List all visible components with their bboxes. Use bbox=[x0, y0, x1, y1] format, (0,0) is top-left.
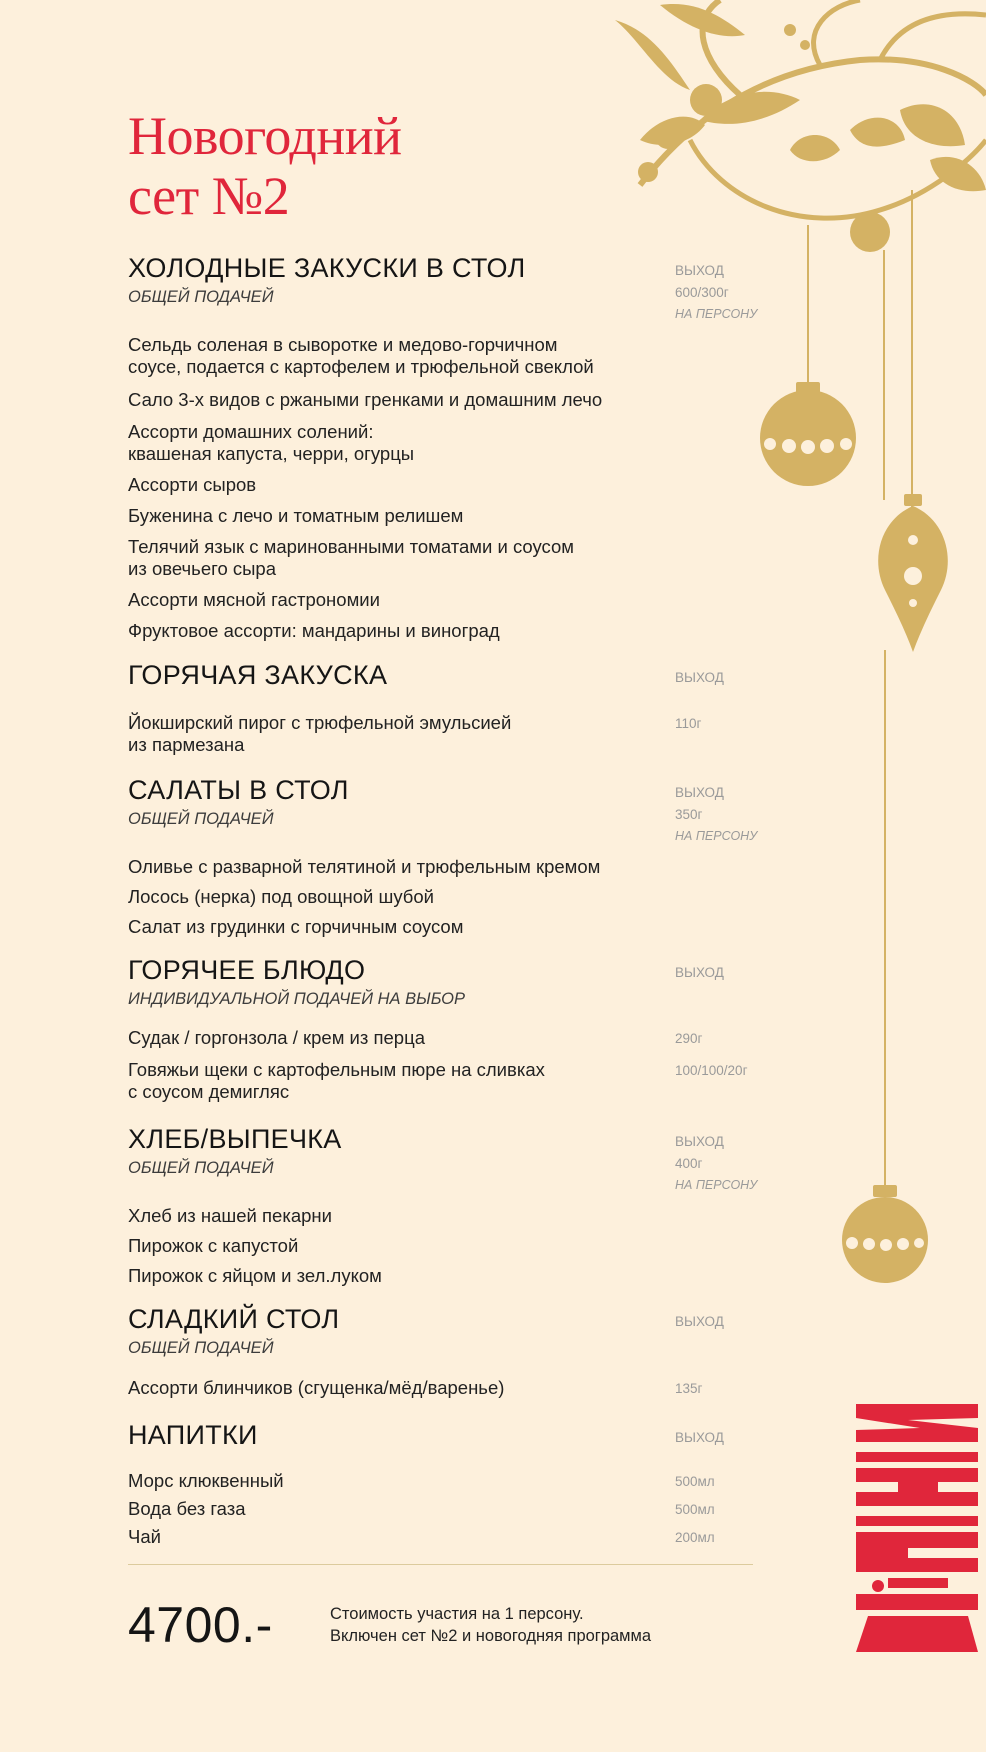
section-title: ГОРЯЧЕЕ БЛЮДО bbox=[128, 955, 366, 985]
menu-item-text: Вода без газа bbox=[128, 1498, 246, 1519]
menu-item-weight: 135г bbox=[675, 1381, 703, 1396]
page-title-line: Новогодний bbox=[128, 106, 402, 166]
section-yield-label: ВЫХОД bbox=[675, 263, 724, 278]
menu-item-weight: 110г bbox=[675, 716, 702, 731]
menu-item-text: Телячий язык с маринованными томатами и соусом bbox=[128, 536, 575, 557]
menu-item-text: Ассорти сыров bbox=[128, 474, 257, 495]
menu-item-text: с соусом демигляс bbox=[128, 1081, 290, 1102]
menu-item-text: Буженина с лечо и томатным релишем bbox=[128, 505, 464, 526]
menu-item-text: Лосось (нерка) под овощной шубой bbox=[128, 886, 434, 907]
menu-item-text: Пирожок с капустой bbox=[128, 1235, 299, 1256]
section-yield-label: 400г bbox=[675, 1156, 703, 1171]
menu-item-text: Говяжьи щеки с картофельным пюре на сливках bbox=[128, 1059, 545, 1080]
menu-item-text: Морс клюквенный bbox=[128, 1470, 284, 1491]
section-subtitle: ОБЩЕЙ ПОДАЧЕЙ bbox=[128, 1339, 274, 1357]
section-yield-label: ВЫХОД bbox=[675, 670, 724, 685]
price: 4700.- bbox=[128, 1597, 273, 1653]
menu-item-weight: 500мл bbox=[675, 1502, 715, 1517]
menu-item-text: Сало 3-х видов с ржаными гренками и домашним лечо bbox=[128, 389, 603, 410]
price-note-line: Стоимость участия на 1 персону. bbox=[330, 1605, 584, 1623]
menu-item-text: из пармезана bbox=[128, 734, 245, 755]
section-yield-label: ВЫХОД bbox=[675, 965, 724, 980]
section-title: ХОЛОДНЫЕ ЗАКУСКИ В СТОЛ bbox=[128, 253, 526, 283]
price-note-line: Включен сет №2 и новогодняя программа bbox=[330, 1627, 652, 1645]
section-yield-label: ВЫХОД bbox=[675, 1314, 724, 1329]
menu-item-weight: 500мл bbox=[675, 1474, 715, 1489]
page-title bbox=[128, 106, 402, 226]
section-yield-label: 600/300г bbox=[675, 285, 729, 300]
menu-item-text: Фруктовое ассорти: мандарины и виноград bbox=[128, 620, 500, 641]
menu-item-text: Хлеб из нашей пекарни bbox=[128, 1205, 332, 1226]
section-yield-label: ВЫХОД bbox=[675, 785, 724, 800]
menu-item-text: Салат из грудинки с горчичным соусом bbox=[128, 916, 464, 937]
menu-item-text: Оливье с разварной телятиной и трюфельным кремом bbox=[128, 856, 601, 877]
footer-divider bbox=[128, 1564, 753, 1565]
menu-item-weight: 100/100/20г bbox=[675, 1063, 748, 1078]
page-title-line: сет №2 bbox=[128, 166, 290, 226]
section-title: НАПИТКИ bbox=[128, 1420, 258, 1450]
menu-item-text: Ассорти домашних солений: bbox=[128, 421, 374, 442]
menu-item-text: Ассорти мясной гастрономии bbox=[128, 589, 380, 610]
section-yield-label: НА ПЕРСОНУ bbox=[675, 829, 758, 843]
section-yield-label: ВЫХОД bbox=[675, 1134, 724, 1149]
menu-item-weight: 290г bbox=[675, 1031, 703, 1046]
section-subtitle: ОБЩЕЙ ПОДАЧЕЙ bbox=[128, 288, 274, 306]
menu-item-text: из овечьего сыра bbox=[128, 558, 276, 579]
brand-logo bbox=[848, 1398, 986, 1658]
menu-item-text: квашеная капуста, черри, огурцы bbox=[128, 443, 415, 464]
menu-item-text: соусе, подается с картофелем и трюфельной свеклой bbox=[128, 356, 594, 377]
menu-item-text: Чай bbox=[128, 1526, 161, 1547]
menu-item-text: Ассорти блинчиков (сгущенка/мёд/варенье) bbox=[128, 1377, 505, 1398]
section-yield-label: НА ПЕРСОНУ bbox=[675, 1178, 758, 1192]
section-subtitle: ИНДИВИДУАЛЬНОЙ ПОДАЧЕЙ НА ВЫБОР bbox=[128, 990, 465, 1008]
menu-item-text: Пирожок с яйцом и зел.луком bbox=[128, 1265, 382, 1286]
section-yield-label: ВЫХОД bbox=[675, 1430, 724, 1445]
menu-item-weight: 200мл bbox=[675, 1530, 715, 1545]
section-subtitle: ОБЩЕЙ ПОДАЧЕЙ bbox=[128, 810, 274, 828]
section-title: ГОРЯЧАЯ ЗАКУСКА bbox=[128, 660, 388, 690]
section-yield-label: НА ПЕРСОНУ bbox=[675, 307, 758, 321]
menu-item-text: Судак / горгонзола / крем из перца bbox=[128, 1027, 425, 1048]
section-subtitle: ОБЩЕЙ ПОДАЧЕЙ bbox=[128, 1159, 274, 1177]
section-title: ХЛЕБ/ВЫПЕЧКА bbox=[128, 1124, 342, 1154]
section-yield-label: 350г bbox=[675, 807, 703, 822]
menu-item-text: Йокширский пирог с трюфельной эмульсией bbox=[128, 712, 512, 733]
section-title: САЛАТЫ В СТОЛ bbox=[128, 775, 349, 805]
menu-item-text: Сельдь соленая в сыворотке и медово-горчичном bbox=[128, 334, 558, 355]
section-title: СЛАДКИЙ СТОЛ bbox=[128, 1304, 340, 1334]
